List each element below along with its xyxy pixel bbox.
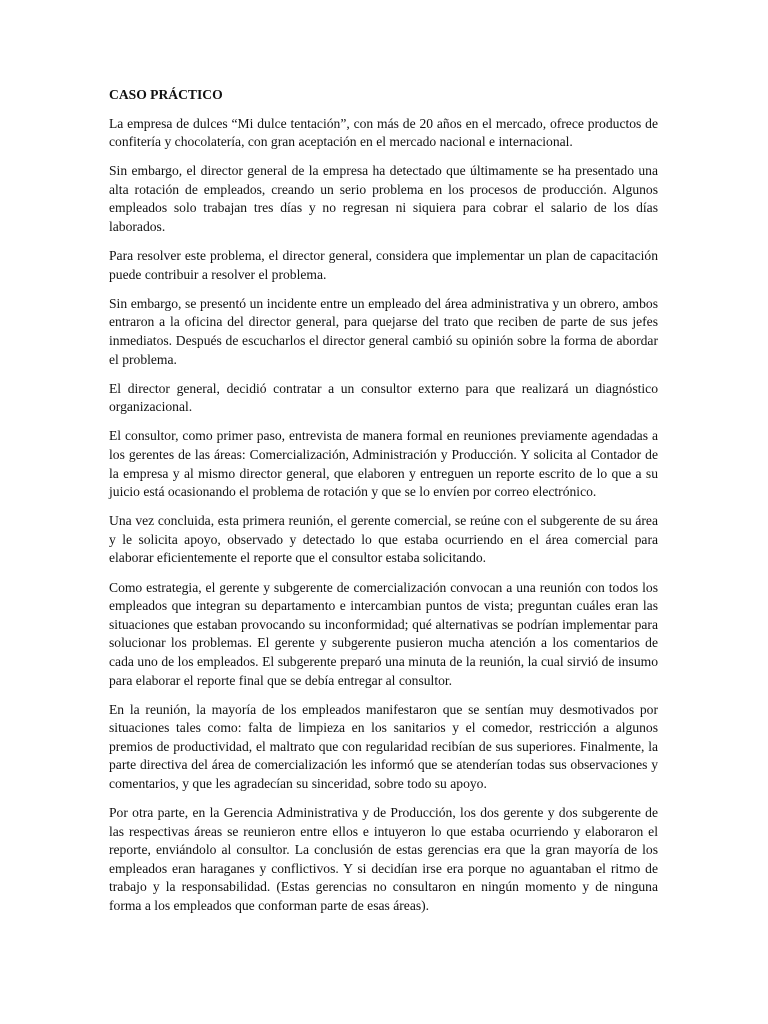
paragraph-8: Como estrategia, el gerente y subgerente de comercialización convocan a una reunión con todos los empleados que integran su departamento e intercambian puntos de vista; preguntan cuáles eran las situaciones que estaban provocando su inconformidad; qué alternativas se podrían implementar para solucionar los problemas. El gerente y subgerente pusieron mucha atención a los comentarios de cada uno de los empleados. El subgerente preparó una minuta de la reunión, la cual sirvió de insumo para elaborar el reporte final que se debía entregar al consultor. bbox=[109, 579, 658, 688]
paragraph-9: En la reunión, la mayoría de los empleados manifestaron que se sentían muy desmotivados por situaciones tales como: falta de limpieza en los sanitarios y el comedor, restricción a algunos premios de productividad, el maltrato que con regularidad recibían de sus superiores. Finalmente, la parte directiva del área de comercialización les informó que se atenderían todas sus observaciones y comentarios, y que les agradecían su sinceridad, sobre todo su apoyo. bbox=[109, 701, 658, 791]
paragraph-3: Para resolver este problema, el director general, considera que implementar un plan de capacitación puede contribuir a resolver el problema. bbox=[109, 248, 658, 282]
paragraph-1: La empresa de dulces “Mi dulce tentación”, con más de 20 años en el mercado, ofrece productos de confitería y chocolatería, con gran aceptación en el mercado nacional e internacional. bbox=[109, 115, 658, 150]
paragraph-5: El director general, decidió contratar a un consultor externo para que realizará un diagnóstico organizacional. bbox=[109, 380, 658, 415]
paragraph-6: El consultor, como primer paso, entrevista de manera formal en reuniones previamente agendadas a los gerentes de las áreas: Comercialización, Administración y Producción. Y solicita al Contador de la empresa y al mismo director general, que elaboren y entreguen un reporte escrito de lo que a su juicio está ocasionando el problema de rotación y que se lo envíen por correo electrónico. bbox=[109, 428, 658, 500]
document-page bbox=[109, 86, 658, 926]
paragraph-10: Por otra parte, en la Gerencia Administrativa y de Producción, los dos gerente y dos subgerente de las respectivas áreas se reunieron entre ellos e intuyeron lo que estaba ocurriendo y elaboraron el reporte, enviándolo al consultor. La conclusión de estas gerencias era que la gran mayoría de los empleados eran haraganes y conflictivos. Y si decidían irse era porque no aguantaban el ritmo de trabajo y la responsabilidad. (Estas gerencias no consultaron en ningún momento y de ninguna forma a los empleados que conforman parte de esas áreas). bbox=[109, 805, 658, 914]
paragraph-7: Una vez concluida, esta primera reunión, el gerente comercial, se reúne con el subgerente de su área y le solicita apoyo, observado y detectado lo que estaba ocurriendo en el área comercial para elaborar eficientemente el reporte que el consultor estaba solicitando. bbox=[109, 513, 658, 566]
paragraph-4: Sin embargo, se presentó un incidente entre un empleado del área administrativa y un obrero, ambos entraron a la oficina del director general, para quejarse del trato que reciben de parte de sus jefes inmediatos. Después de escucharlos el director general cambió su opinión sobre la forma de abordar el problema. bbox=[109, 295, 658, 367]
document-title: CASO PRÁCTICO bbox=[109, 87, 223, 102]
paragraph-2: Sin embargo, el director general de la empresa ha detectado que últimamente se ha presentado una alta rotación de empleados, creando un serio problema en los procesos de producción. Algunos empleados solo trabajan tres días y no regresan ni siquiera para cobrar el salario de los días laborados. bbox=[109, 163, 658, 235]
